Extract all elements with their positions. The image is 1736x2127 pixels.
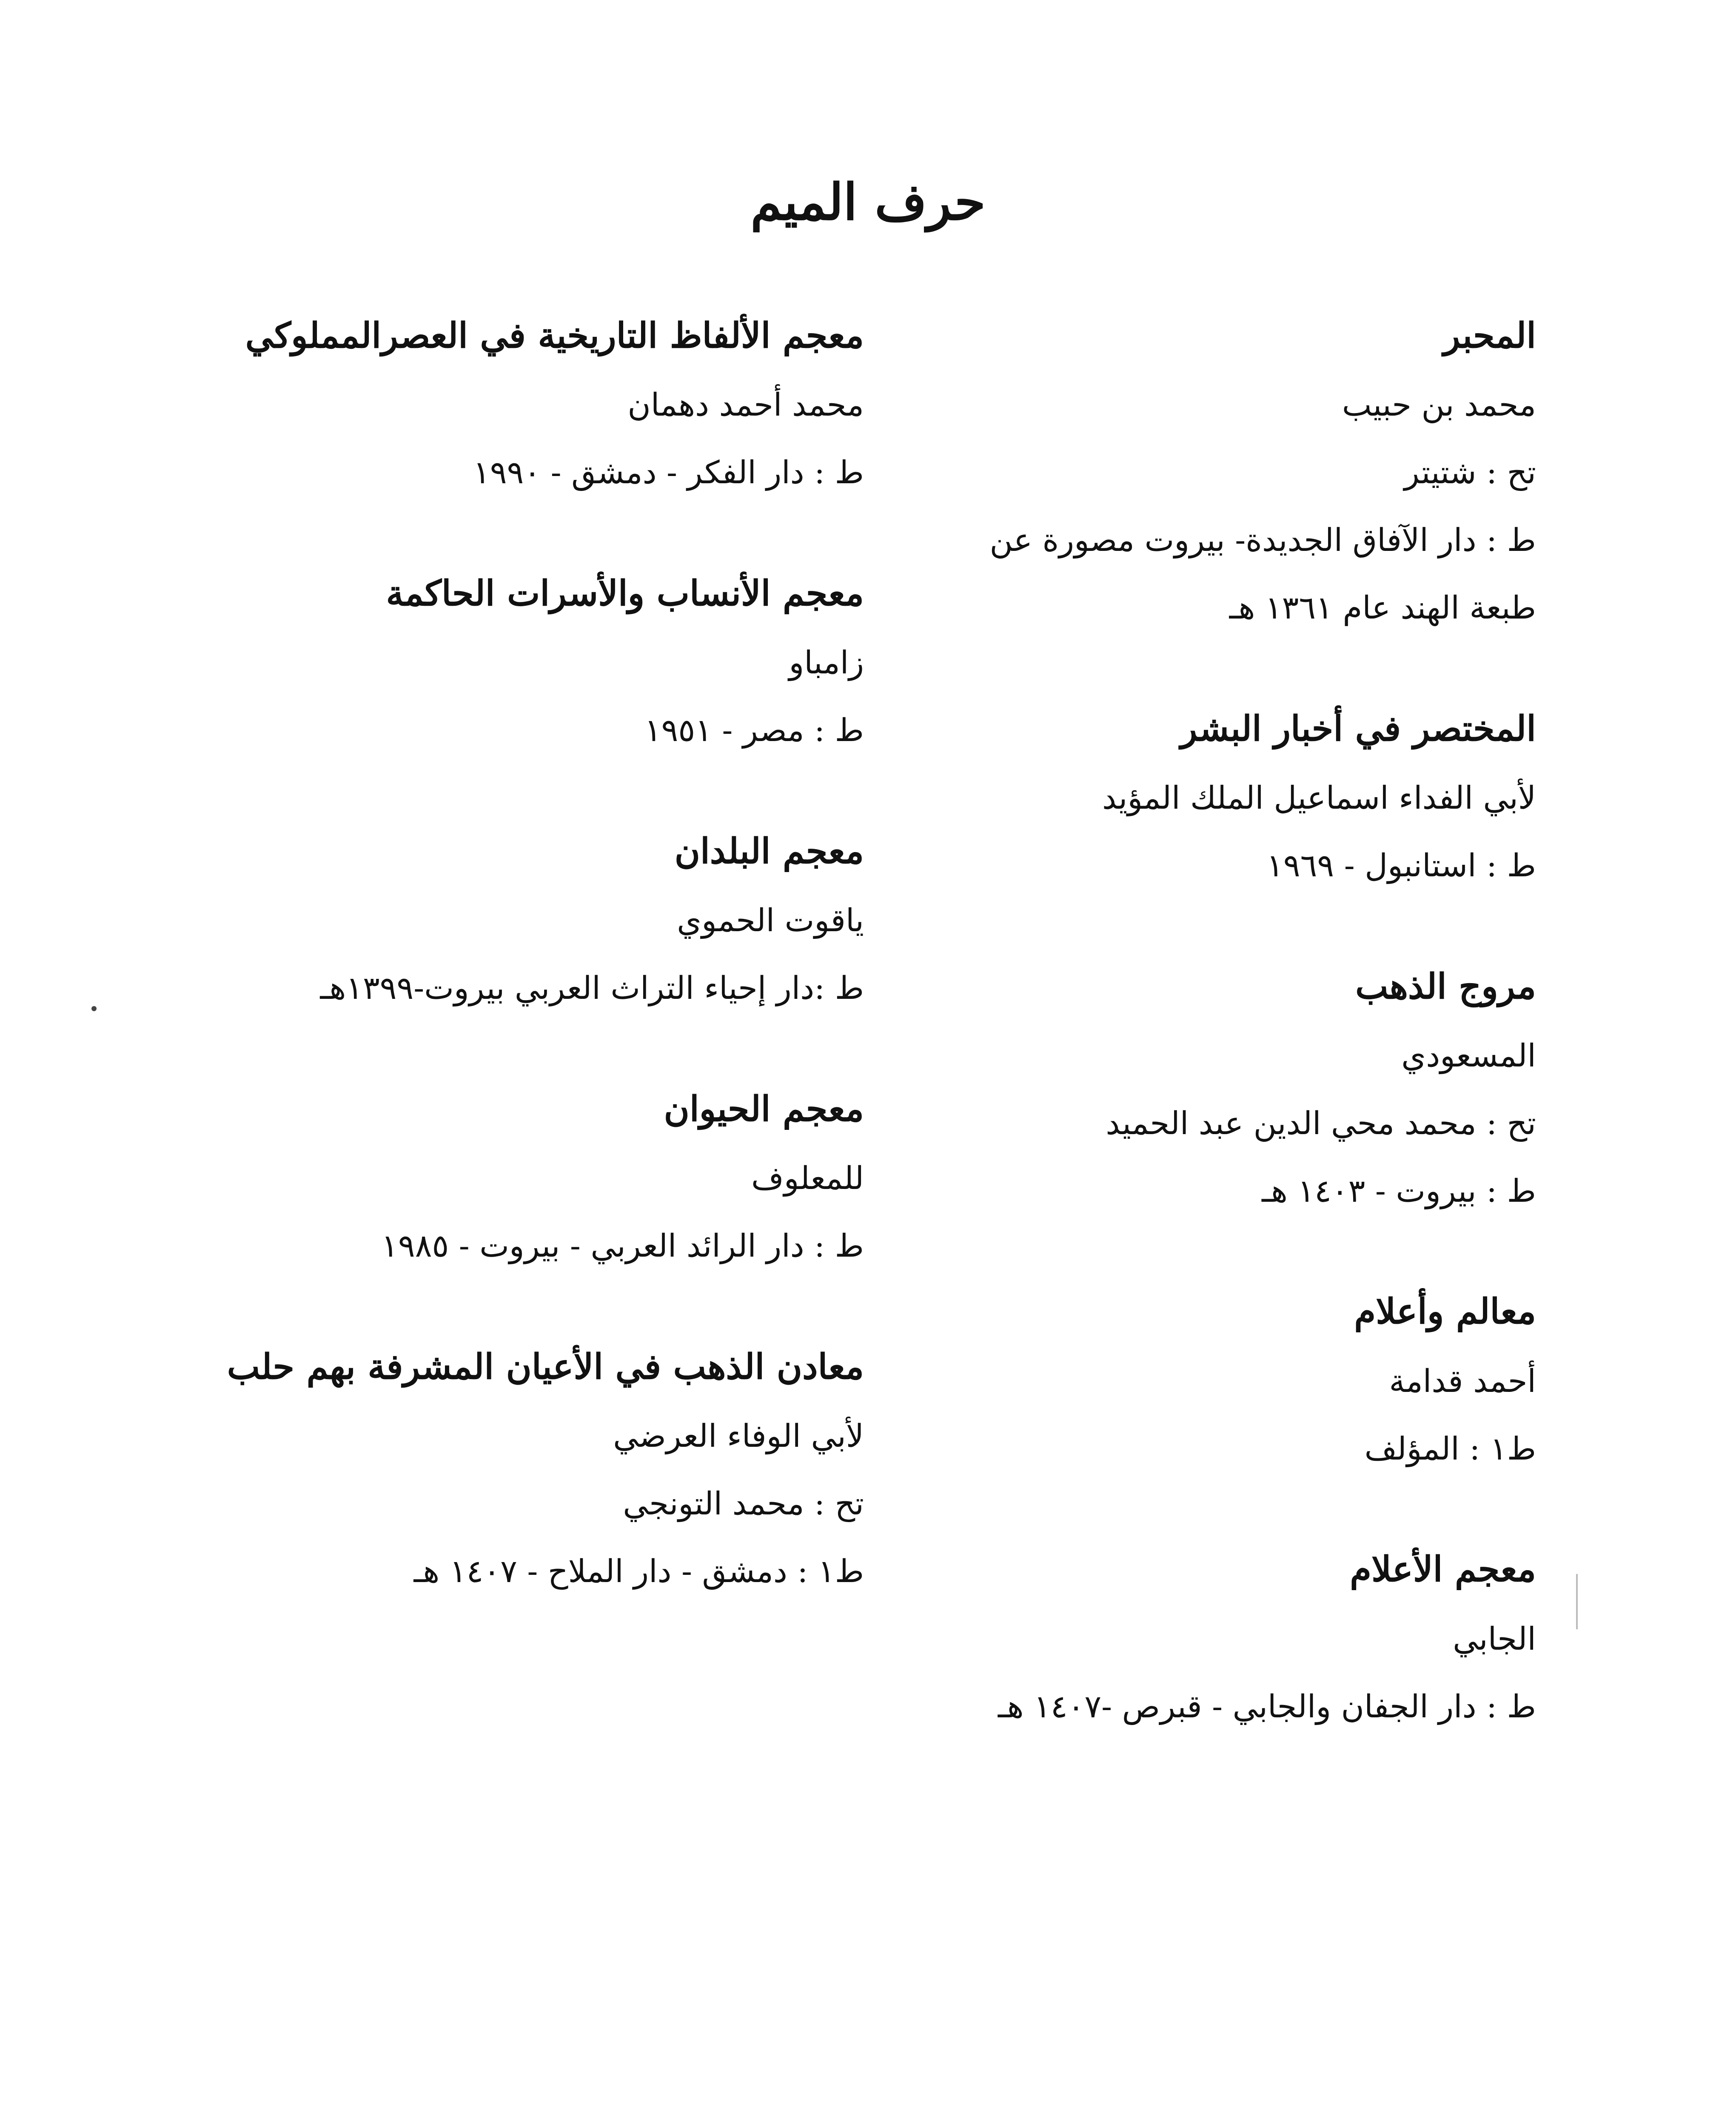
entry-edition-note: طبعة الهند عام ١٣٦١ هـ bbox=[1229, 589, 1536, 626]
entry-author: لأبي الفداء اسماعيل الملك المؤيد bbox=[1102, 779, 1536, 816]
page-title: حرف الميم bbox=[750, 172, 986, 231]
entry-title: معجم الأنساب والأسرات الحاكمة bbox=[386, 573, 864, 614]
entry-title: المحبر bbox=[1443, 315, 1536, 356]
entry-title: معجم الحيوان bbox=[664, 1088, 864, 1129]
entry-title: معادن الذهب في الأعيان المشرفة بهم حلب bbox=[227, 1346, 864, 1387]
entry-publisher: ط : دار الرائد العربي - بيروت - ١٩٨٥ bbox=[381, 1228, 864, 1265]
entry-title: معالم وأعلام bbox=[1354, 1291, 1536, 1332]
entry-author: للمعلوف bbox=[751, 1160, 864, 1197]
entry-author: لأبي الوفاء العرضي bbox=[613, 1418, 864, 1455]
entry-publisher: ط : دار الفكر - دمشق - ١٩٩٠ bbox=[473, 454, 864, 491]
entry-publisher: ط : دار الجفان والجابي - قبرص -١٤٠٧ هـ bbox=[998, 1688, 1536, 1725]
bibliography-entry bbox=[162, 1346, 864, 1591]
entry-author: زامباو bbox=[789, 644, 864, 681]
left-column bbox=[162, 315, 864, 1671]
entry-title: معجم البلدان bbox=[674, 830, 864, 872]
entry-publisher: ط :دار إحياء التراث العربي بيروت-١٣٩٩هـ bbox=[320, 970, 864, 1007]
bibliography-entry bbox=[162, 830, 864, 1007]
bibliography-entry bbox=[162, 1088, 864, 1265]
entry-title: معجم الأعلام bbox=[1350, 1549, 1536, 1590]
entry-editor: تح : محمد التونجي bbox=[623, 1485, 864, 1523]
entry-publisher: ط١ : المؤلف bbox=[1364, 1430, 1536, 1467]
scan-speck bbox=[91, 1006, 97, 1011]
bibliography-entry bbox=[792, 1291, 1536, 1468]
bibliography-entry bbox=[162, 315, 864, 492]
entry-publisher: ط : استانبول - ١٩٦٩ bbox=[1266, 847, 1536, 884]
entry-publisher: ط١ : دمشق - دار الملاح - ١٤٠٧ هـ bbox=[413, 1553, 864, 1590]
entry-editor: تح : شتيتر bbox=[1404, 454, 1536, 491]
bibliography-entry bbox=[792, 708, 1536, 885]
entry-title: مروج الذهب bbox=[1355, 966, 1536, 1007]
entry-publisher: ط : بيروت - ١٤٠٣ هـ bbox=[1262, 1172, 1536, 1209]
entry-title: معجم الألفاظ التاريخية في العصرالمملوكي bbox=[245, 315, 864, 356]
entry-author: محمد بن حبيب bbox=[1342, 387, 1536, 424]
right-column bbox=[792, 315, 1536, 1806]
scan-edge-mark bbox=[1576, 1574, 1578, 1629]
bibliography-entry bbox=[792, 1548, 1536, 1725]
bibliography-entry bbox=[162, 573, 864, 750]
entry-author: أحمد قدامة bbox=[1389, 1363, 1536, 1400]
entry-author: ياقوت الحموي bbox=[677, 902, 864, 939]
entry-author: محمد أحمد دهمان bbox=[627, 387, 864, 424]
entry-title: المختصر في أخبار البشر bbox=[1180, 708, 1536, 749]
entry-author: الجابي bbox=[1453, 1620, 1536, 1657]
entry-publisher: ط : دار الآفاق الجديدة- بيروت مصورة عن bbox=[989, 522, 1536, 559]
entry-author: المسعودي bbox=[1401, 1037, 1536, 1074]
entry-editor: تح : محمد محي الدين عبد الحميد bbox=[1106, 1105, 1536, 1142]
bibliography-entry bbox=[792, 315, 1536, 627]
entry-publisher: ط : مصر - ١٩٥١ bbox=[644, 712, 864, 749]
bibliography-entry bbox=[792, 966, 1536, 1210]
